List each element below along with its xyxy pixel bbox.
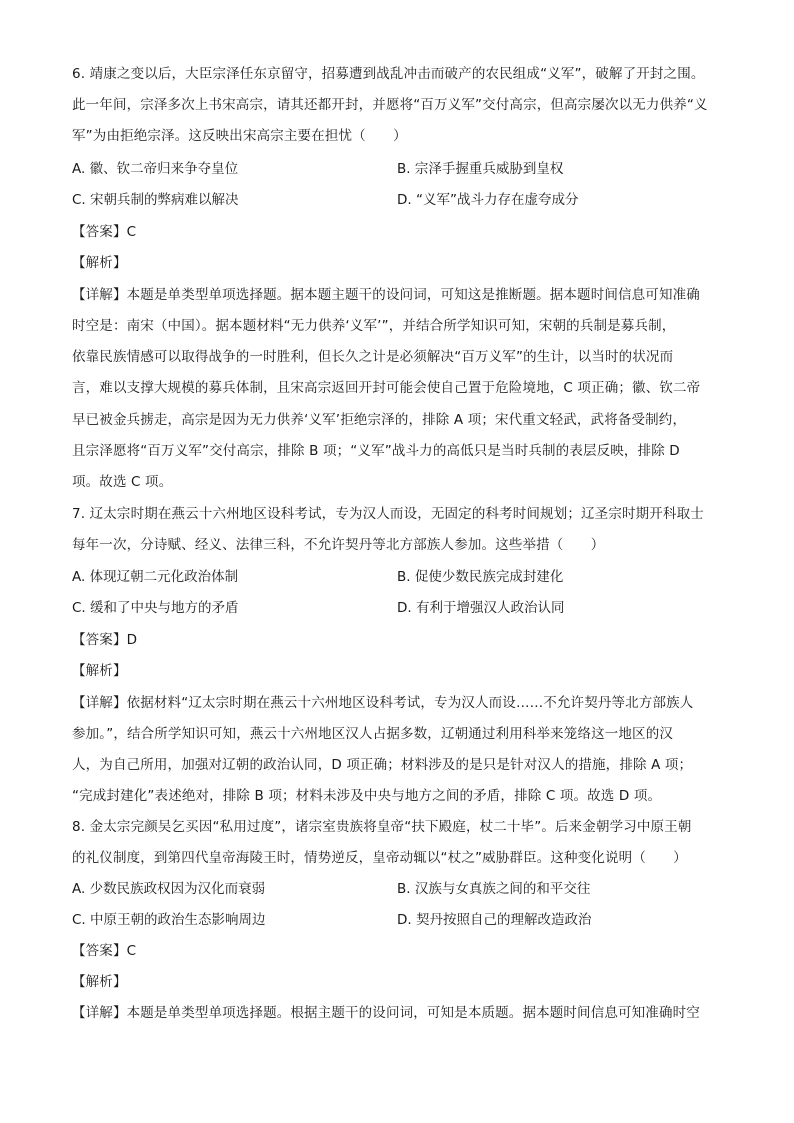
q8-option-c: C. 中原王朝的政治生态影响周边 [72, 912, 266, 928]
q6-detail-line-4: 言，难以支撑大规模的募兵体制，且宋高宗返回开封可能会使自己置于危险境地，C 项正确；徽、钦二帝 [72, 380, 701, 396]
q6-option-a: A. 徽、钦二帝归来争夺皇位 [72, 161, 239, 177]
q6-option-b: B. 宗泽手握重兵威胁到皇权 [397, 161, 564, 177]
q7-stem-line-2: 每年一次，分诗赋、经义、法律三科，不允许契丹等北方部族人参加。这些举措（ ） [72, 537, 605, 553]
q6-detail-line-1: 【详解】本题是单类型单项选择题。据本题主题干的设问词，可知这是推断题。据本题时间信息可知准确 [72, 287, 700, 303]
q6-answer: 【答案】C [72, 224, 137, 240]
q7-stem-line-1: 7. 辽太宗时期在燕云十六州地区设科考试，专为汉人而设，无固定的科考时间规划；辽圣宗时期开科取士 [72, 506, 704, 522]
q8-stem-line-2: 的礼仪制度，到第四代皇帝海陵王时，情势逆反，皇帝动辄以“杖之”威胁群臣。这种变化说明（ ） [72, 850, 687, 866]
q7-detail-line-2: 参加。”，结合所学知识可知，燕云十六州地区汉人占据多数，辽朝通过利用科举来笼络这一地区的汉 [72, 726, 673, 742]
q7-option-a: A. 体现辽朝二元化政治体制 [72, 569, 239, 585]
q6-stem-line-2: 此一年间，宗泽多次上书宋高宗，请其还都开封，并愿将“百万义军”交付高宗，但高宗屡次以无力供养“义 [72, 97, 708, 113]
q6-stem-line-3: 军”为由拒绝宗泽。这反映出宋高宗主要在担忧（ ） [72, 128, 407, 144]
q8-detail-line-1: 【详解】本题是单类型单项选择题。根据主题干的设问词，可知是本质题。据本题时间信息可知准确时空 [72, 1005, 700, 1021]
q7-detail-line-1: 【详解】依据材料“辽太宗时期在燕云十六州地区设科考试，专为汉人而设……不允许契丹等北方部族人 [72, 695, 694, 711]
q8-option-d: D. 契丹按照自己的理解改造政治 [397, 912, 592, 928]
q8-analysis-heading: 【解析】 [72, 974, 127, 990]
q8-option-b: B. 汉族与女真族之间的和平交往 [397, 881, 591, 897]
q6-option-d: D. “义军”战斗力存在虚夸成分 [397, 192, 579, 208]
q7-option-b: B. 促使少数民族完成封建化 [397, 569, 564, 585]
q6-detail-line-2: 时空是：南宋（中国）。据本题材料“无力供养‘义军’”，并结合所学知识可知，宋朝的兵制是募兵制， [72, 318, 676, 334]
q6-detail-line-3: 依靠民族情感可以取得战争的一时胜利，但长久之计是必须解决“百万义军”的生计，以当时的状况而 [72, 349, 674, 365]
q7-option-c: C. 缓和了中央与地方的矛盾 [72, 600, 239, 616]
q6-detail-line-6: 且宗泽愿将“百万义军”交付高宗，排除 B 项；“义军”战斗力的高低只是当时兵制的表层反映，排除 D [72, 443, 680, 459]
q7-detail-line-4: “完成封建化”表述绝对，排除 B 项；材料未涉及中央与地方之间的矛盾，排除 C 项。故选 D 项。 [72, 788, 662, 804]
q7-answer: 【答案】D [72, 632, 138, 648]
q8-stem-line-1: 8. 金太宗完颜吴乞买因“私用过度”，诸宗室贵族将皇帝“扶下殿庭，杖二十毕”。后来金朝学习中原王朝 [72, 819, 692, 835]
q7-analysis-heading: 【解析】 [72, 663, 127, 679]
q8-option-a: A. 少数民族政权因为汉化而衰弱 [72, 881, 266, 897]
q6-detail-line-5: 早已被金兵掳走，高宗是因为无力供养‘义军’拒绝宗泽的，排除 A 项；宋代重文轻武，武将备受制约， [72, 412, 687, 428]
q7-option-d: D. 有利于增强汉人政治认同 [397, 600, 565, 616]
q8-answer: 【答案】C [72, 943, 137, 959]
q6-stem-line-1: 6. 靖康之变以后，大臣宗泽任东京留守，招募遭到战乱冲击而破产的农民组成“义军”，破解了开封之围。 [72, 66, 705, 82]
q6-option-c: C. 宋朝兵制的弊病难以解决 [72, 192, 239, 208]
q7-detail-line-3: 人，为自己所用，加强对辽朝的政治认同，D 项正确；材料涉及的是只是针对汉人的措施，排除 A 项； [72, 757, 693, 773]
q6-detail-line-7: 项。故选 C 项。 [72, 474, 173, 490]
q6-analysis-heading: 【解析】 [72, 255, 127, 271]
